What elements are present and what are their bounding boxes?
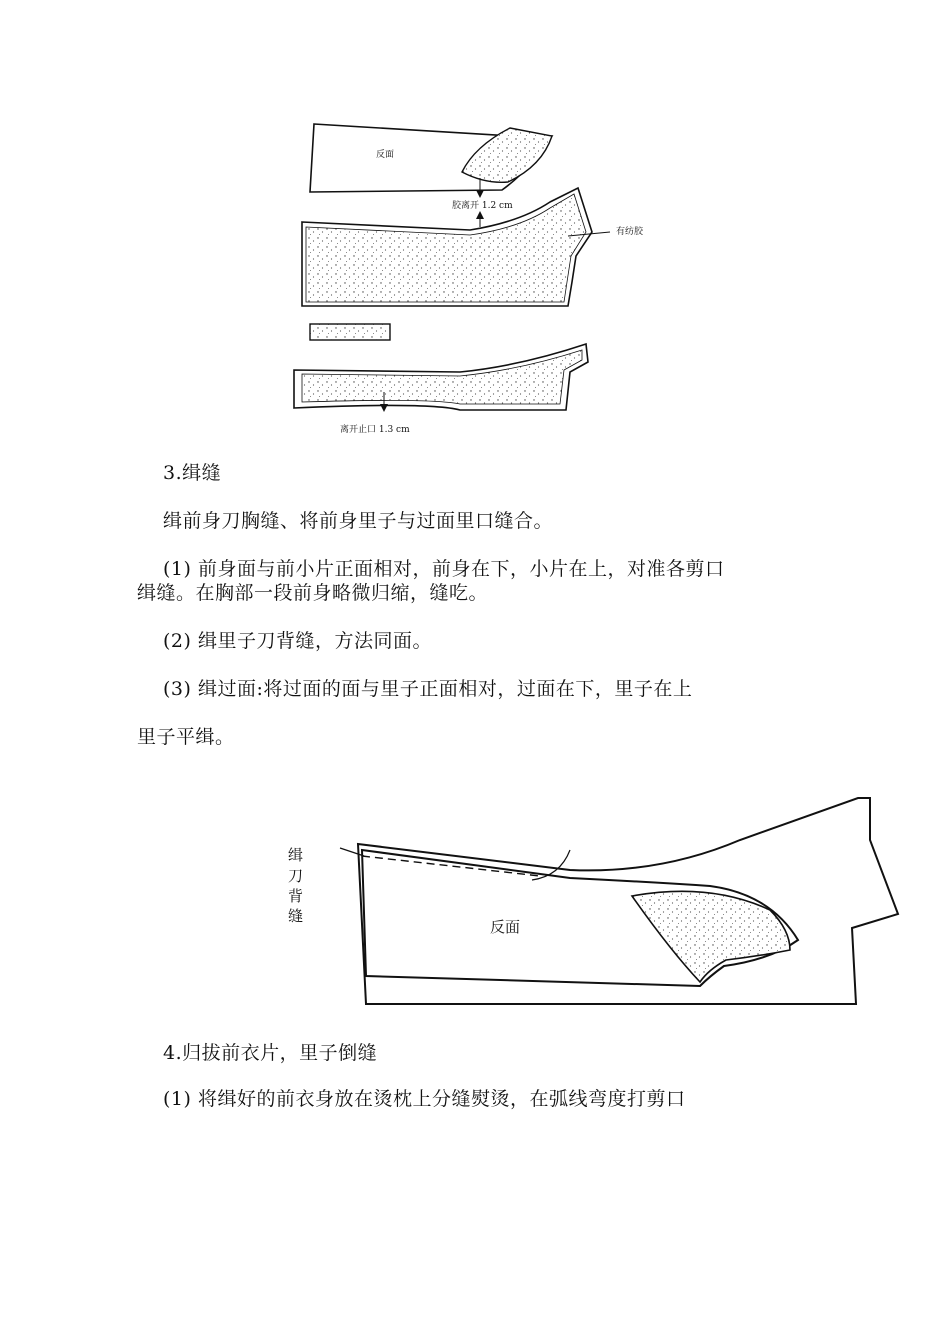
label-interlining: 有纺胶	[616, 227, 644, 237]
small-strip	[310, 324, 390, 340]
section-3-item2: (2) 缉里子刀背缝，方法同面。	[163, 630, 432, 652]
label-seam-4: 缝	[288, 907, 304, 925]
figure-1-pattern-pieces	[280, 110, 680, 445]
label-seam-3: 背	[288, 887, 304, 905]
label-seam-2: 刀	[288, 867, 304, 885]
section-3-item1-line2: 缉缝。在胸部一段前身略微归缩，缝吃。	[137, 582, 489, 604]
label-back-2: 反面	[490, 918, 521, 936]
section-4-item1: (1) 将缉好的前衣身放在烫枕上分缝熨烫，在弧线弯度打剪口	[163, 1088, 686, 1110]
section-3-item3-line2: 里子平缉。	[137, 726, 235, 748]
figure-2-seam-diagram	[270, 790, 910, 1020]
label-glue-gap: 胶离开 1.2 cm	[452, 201, 513, 211]
section-4-heading: 4.归拔前衣片，里子倒缝	[163, 1042, 378, 1064]
label-front-edge-gap: 离开止口 1.3 cm	[340, 425, 410, 435]
section-3-item3-line1: (3) 缉过面:将过面的面与里子正面相对，过面在下，里子在上	[163, 678, 693, 700]
label-seam-1: 缉	[288, 846, 304, 864]
label-back-1: 反面	[376, 150, 395, 160]
section-3-heading: 3.缉缝	[163, 462, 222, 484]
section-3-item1-line1: (1) 前身面与前小片正面相对，前身在下，小片在上，对准各剪口	[163, 558, 725, 580]
section-3-intro: 缉前身刀胸缝、将前身里子与过面里口缝合。	[163, 510, 554, 532]
